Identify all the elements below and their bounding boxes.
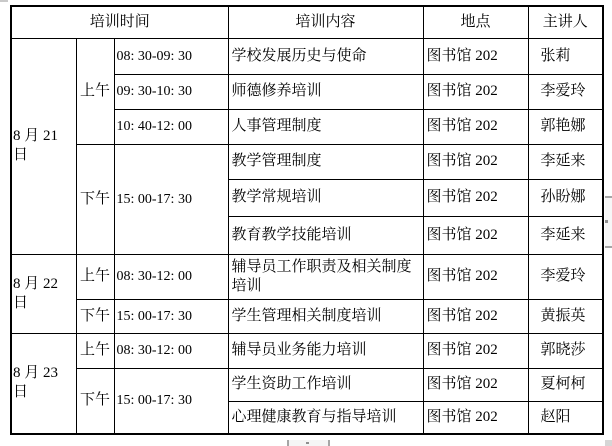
speaker-cell: 赵阳 [528,401,603,434]
header-speaker: 主讲人 [528,6,603,38]
session-cell: 下午 [76,368,114,434]
table-row [11,368,603,401]
time-cell: 08: 30-12: 00 [114,333,228,368]
content-cell: 学校发展历史与使命 [228,38,423,74]
content-cell: 师德修养培训 [228,74,423,109]
location-cell: 图书馆 202 [423,109,528,144]
header-location: 地点 [423,6,528,38]
time-cell: 08: 30-12: 00 [114,254,228,299]
location-cell: 图书馆 202 [423,74,528,109]
session-cell: 上午 [76,254,114,299]
location-cell: 图书馆 202 [423,254,528,299]
date-cell: 8 月 21 日 [11,38,76,254]
content-cell: 辅导员业务能力培训 [228,333,423,368]
session-cell: 下午 [76,144,114,254]
location-cell: 图书馆 202 [423,333,528,368]
content-cell: 学生资助工作培训 [228,368,423,401]
location-cell: 图书馆 202 [423,401,528,434]
horizontal-scrollbar-grip-icon [306,442,309,444]
location-cell: 图书馆 202 [423,299,528,333]
location-cell: 图书馆 202 [423,144,528,179]
window-edge-fragment [0,0,8,2]
speaker-cell: 郭艳娜 [528,109,603,144]
table-row [11,144,603,179]
speaker-cell: 李爱玲 [528,74,603,109]
header-training-content: 培训内容 [228,6,423,38]
speaker-cell: 李延来 [528,144,603,179]
location-cell: 图书馆 202 [423,368,528,401]
time-cell: 09: 30-10: 30 [114,74,228,109]
speaker-cell: 孙盼娜 [528,179,603,216]
date-cell: 8 月 22 日 [11,254,76,333]
date-cell: 8 月 23 日 [11,333,76,434]
location-cell: 图书馆 202 [423,38,528,74]
vertical-scrollbar-grip-icon [605,220,608,223]
content-cell: 人事管理制度 [228,109,423,144]
table-row [11,254,603,299]
speaker-cell: 李爱玲 [528,254,603,299]
content-cell: 教学常规培训 [228,179,423,216]
session-cell: 上午 [76,38,114,144]
scrollbar-corner-fragment [605,440,612,446]
content-cell: 辅导员工作职责及相关制度培训 [228,254,423,299]
location-cell: 图书馆 202 [423,179,528,216]
time-cell: 15: 00-17: 30 [114,368,228,434]
content-cell: 教学管理制度 [228,144,423,179]
table-row [11,299,603,333]
session-cell: 下午 [76,299,114,333]
speaker-cell: 郭晓莎 [528,333,603,368]
session-cell: 上午 [76,333,114,368]
training-schedule-table [10,5,604,435]
content-cell: 教育教学技能培训 [228,216,423,254]
table-header-row [11,6,603,38]
time-cell: 15: 00-17: 30 [114,144,228,254]
table-row [11,333,603,368]
speaker-cell: 夏柯柯 [528,368,603,401]
header-training-time: 培训时间 [11,6,228,38]
time-cell: 10: 40-12: 00 [114,109,228,144]
speaker-cell: 张莉 [528,38,603,74]
location-cell: 图书馆 202 [423,216,528,254]
time-cell: 08: 30-09: 30 [114,38,228,74]
content-cell: 心理健康教育与指导培训 [228,401,423,434]
speaker-cell: 黄振英 [528,299,603,333]
table-row [11,38,603,74]
content-cell: 学生管理相关制度培训 [228,299,423,333]
time-cell: 15: 00-17: 30 [114,299,228,333]
speaker-cell: 李延来 [528,216,603,254]
